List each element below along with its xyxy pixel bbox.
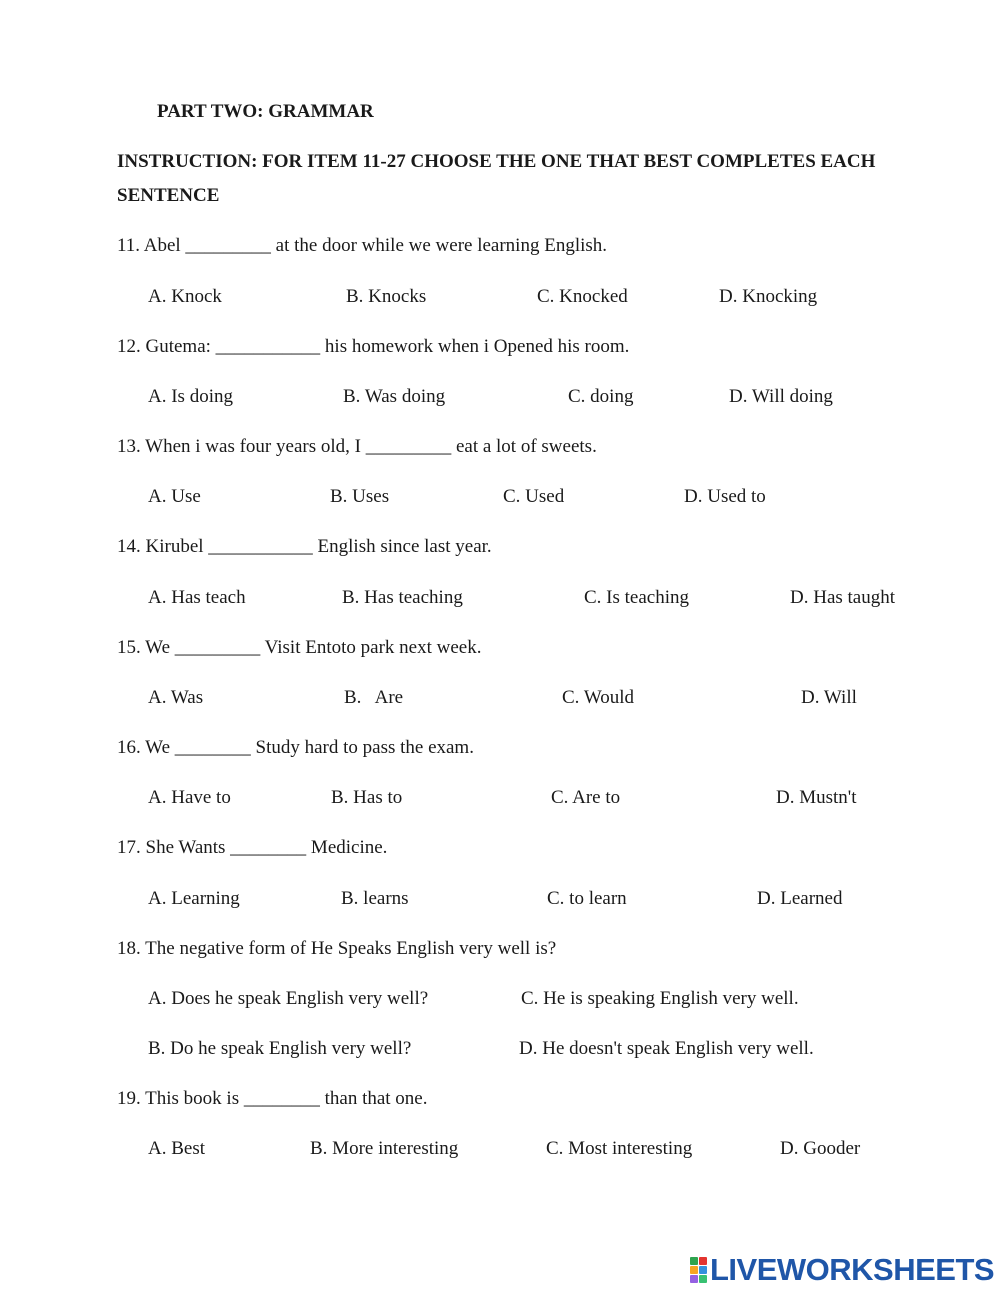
option-17-d[interactable]: D. Learned <box>757 888 843 909</box>
option-13-b[interactable]: B. Uses <box>330 486 390 507</box>
liveworksheets-blocks-icon <box>690 1257 707 1283</box>
option-16-a[interactable]: A. Have to <box>148 787 231 808</box>
option-19-b[interactable]: B. More interesting <box>310 1138 459 1159</box>
option-11-c[interactable]: C. Knocked <box>537 286 628 307</box>
option-18-c[interactable]: C. He is speaking English very well. <box>521 988 799 1009</box>
question-18: 18. The negative form of He Speaks English very well is? <box>117 938 557 959</box>
question-13: 13. When i was four years old, I _________ eat a lot of sweets. <box>117 436 597 457</box>
option-15-a[interactable]: A. Was <box>148 687 204 708</box>
part-title: PART TWO: GRAMMAR <box>157 101 374 122</box>
question-15: 15. We _________ Visit Entoto park next week. <box>117 637 482 658</box>
instruction-line-2: SENTENCE <box>117 185 220 206</box>
option-15-c[interactable]: C. Would <box>562 687 635 708</box>
option-17-c[interactable]: C. to learn <box>547 888 627 909</box>
question-11: 11. Abel _________ at the door while we were learning English. <box>117 235 608 256</box>
option-14-c[interactable]: C. Is teaching <box>584 587 690 608</box>
question-12: 12. Gutema: ___________ his homework when i Opened his room. <box>117 336 630 357</box>
instruction-line-1: INSTRUCTION: FOR ITEM 11-27 CHOOSE THE ONE THAT BEST COMPLETES EACH <box>117 151 876 172</box>
option-13-d[interactable]: D. Used to <box>684 486 766 507</box>
option-11-a[interactable]: A. Knock <box>148 286 222 307</box>
option-15-d[interactable]: D. Will <box>801 687 857 708</box>
question-14: 14. Kirubel ___________ English since last year. <box>117 536 492 557</box>
option-19-c[interactable]: C. Most interesting <box>546 1138 693 1159</box>
option-18-d[interactable]: D. He doesn't speak English very well. <box>519 1038 814 1059</box>
option-12-b[interactable]: B. Was doing <box>343 386 446 407</box>
question-17: 17. She Wants ________ Medicine. <box>117 837 388 858</box>
option-14-a[interactable]: A. Has teach <box>148 587 246 608</box>
option-19-d[interactable]: D. Gooder <box>780 1138 861 1159</box>
option-17-b[interactable]: B. learns <box>341 888 409 909</box>
option-16-d[interactable]: D. Mustn't <box>776 787 857 808</box>
option-18-b[interactable]: B. Do he speak English very well? <box>148 1038 412 1059</box>
liveworksheets-logo[interactable] <box>690 1252 995 1287</box>
option-19-a[interactable]: A. Best <box>148 1138 205 1159</box>
option-14-d[interactable]: D. Has taught <box>790 587 896 608</box>
option-11-d[interactable]: D. Knocking <box>719 286 818 307</box>
option-12-c[interactable]: C. doing <box>568 386 634 407</box>
option-12-a[interactable]: A. Is doing <box>148 386 233 407</box>
option-14-b[interactable]: B. Has teaching <box>342 587 463 608</box>
option-16-c[interactable]: C. Are to <box>551 787 621 808</box>
option-15-b[interactable]: B. Are <box>344 687 404 708</box>
option-11-b[interactable]: B. Knocks <box>346 286 427 307</box>
option-18-a[interactable]: A. Does he speak English very well? <box>148 988 429 1009</box>
option-12-d[interactable]: D. Will doing <box>729 386 833 407</box>
question-19: 19. This book is ________ than that one. <box>117 1088 428 1109</box>
question-16: 16. We ________ Study hard to pass the exam. <box>117 737 474 758</box>
option-13-a[interactable]: A. Use <box>148 486 201 507</box>
option-17-a[interactable]: A. Learning <box>148 888 240 909</box>
logo-text: LIVEWORKSHEETS <box>710 1252 995 1287</box>
option-16-b[interactable]: B. Has to <box>331 787 403 808</box>
option-13-c[interactable]: C. Used <box>503 486 565 507</box>
